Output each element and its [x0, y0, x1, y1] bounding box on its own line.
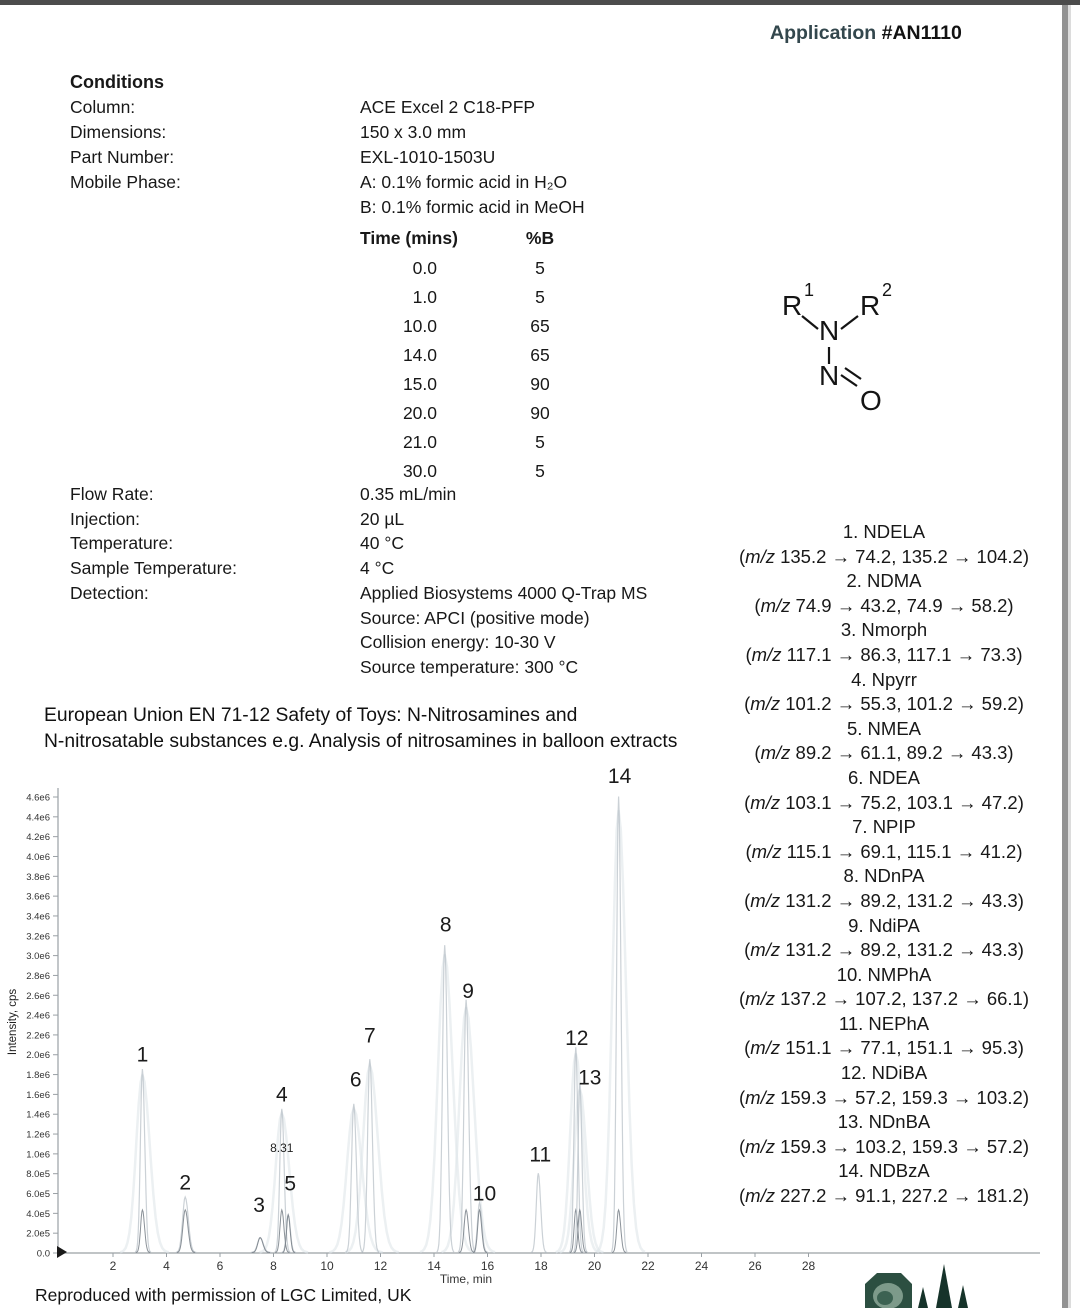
compound-entry — [714, 618, 1054, 667]
application-number-header — [770, 22, 1045, 45]
gradient-time-cell: 30.0 — [402, 461, 437, 481]
gradient-time-cell: 15.0 — [402, 374, 437, 394]
param-label-spacer — [70, 655, 360, 680]
param-label: Sample Temperature: — [70, 558, 237, 579]
svg-text:20: 20 — [587, 1259, 602, 1273]
compound-name: 9. NdiPA — [848, 914, 920, 936]
gradient-percent-b-cell: 5 — [535, 432, 545, 452]
condition-label: Dimensions: — [70, 122, 167, 142]
param-row-sample-temperature — [70, 556, 730, 581]
gradient-row — [357, 312, 587, 341]
application-label: Application — [770, 22, 882, 44]
condition-label: Mobile Phase: — [70, 172, 181, 192]
compound-mz-transitions: (m/z 89.2 → 61.1, 89.2 → 43.3) — [754, 742, 1014, 764]
svg-text:4.2e6: 4.2e6 — [26, 832, 50, 844]
svg-text:6.0e5: 6.0e5 — [26, 1189, 50, 1201]
peak-number-label: 7 — [363, 1024, 376, 1048]
study-title-line2: N-nitrosatable substances e.g. Analysis of nitrosamines in balloon extracts — [44, 730, 678, 752]
peak-number-label: 9 — [462, 980, 474, 1004]
condition-row-mobile-phase-b — [70, 195, 730, 220]
gradient-percent-b-cell: 65 — [530, 345, 550, 365]
compound-mz-transitions: (m/z 115.1 → 69.1, 115.1 → 41.2) — [745, 840, 1023, 862]
param-row-temperature — [70, 531, 730, 556]
gradient-percent-b-cell: 90 — [530, 403, 550, 423]
compound-name: 7. NPIP — [852, 816, 916, 838]
peak-number-label: 14 — [607, 765, 632, 788]
svg-text:3.4e6: 3.4e6 — [26, 911, 50, 923]
gradient-percent-b-cell: 65 — [530, 316, 550, 336]
param-row-collision-energy — [70, 630, 730, 655]
nitrosamine-structure-diagram — [768, 272, 938, 432]
compound-entry — [714, 520, 1054, 569]
compound-name: 13. NDnBA — [837, 1111, 931, 1133]
retention-time-annotation: 8.31 — [270, 1140, 294, 1155]
peak-number-label: 8 — [439, 913, 452, 937]
condition-label: Column: — [70, 97, 136, 117]
top-border-bar — [0, 0, 1080, 5]
svg-text:2.0e5: 2.0e5 — [26, 1228, 50, 1240]
peak-trace — [611, 797, 627, 1252]
gradient-table-rows — [357, 254, 587, 486]
compound-name: 8. NDnPA — [843, 865, 925, 887]
svg-text:8: 8 — [270, 1259, 277, 1273]
svg-text:1.0e6: 1.0e6 — [26, 1149, 50, 1161]
condition-value: ACE Excel 2 C18-PFP — [360, 97, 536, 117]
compound-name: 3. Nmorph — [840, 619, 928, 641]
study-title-line1: European Union EN 71-12 Safety of Toys: N-Nitrosamines and — [44, 705, 578, 726]
peak-number-label: 3 — [253, 1194, 265, 1218]
svg-text:26: 26 — [748, 1259, 762, 1273]
compound-name: 11. NEPhA — [838, 1012, 930, 1034]
peak-number-label: 12 — [565, 1026, 589, 1050]
gradient-percent-b-cell: 5 — [535, 461, 545, 481]
footer-credit: Reproduced with permission of LGC Limited, UK — [35, 1285, 412, 1305]
gradient-row — [357, 428, 587, 457]
peak-trace — [135, 1069, 151, 1252]
svg-text:12: 12 — [373, 1259, 388, 1273]
compound-mz-transitions: (m/z 137.2 → 107.2, 137.2 → 66.1) — [738, 988, 1030, 1010]
gradient-time-header: Time (mins) — [360, 228, 458, 248]
origin-arrow-icon — [57, 1246, 67, 1258]
svg-text:28: 28 — [801, 1259, 816, 1273]
compound-mz-transitions: (m/z 74.9 → 43.2, 74.9 → 58.2) — [754, 594, 1014, 616]
svg-text:16: 16 — [480, 1259, 495, 1273]
gradient-percent-b-cell: 5 — [535, 258, 545, 278]
param-row-source-temperature — [70, 655, 730, 680]
conditions-heading: Conditions — [70, 72, 164, 92]
gradient-row — [357, 254, 587, 283]
condition-row-mobile-phase — [70, 170, 730, 195]
gradient-row — [357, 370, 587, 399]
param-label: Injection: — [70, 508, 141, 529]
condition-row-column — [70, 95, 730, 120]
svg-text:8.0e5: 8.0e5 — [26, 1169, 50, 1181]
svg-text:3.6e6: 3.6e6 — [26, 891, 50, 903]
chromatogram-plot — [0, 750, 1080, 1308]
application-number: #AN1110 — [881, 22, 962, 44]
peak-number-label: 4 — [275, 1083, 288, 1107]
svg-text:3.0e6: 3.0e6 — [26, 951, 50, 963]
conditions-section — [70, 70, 730, 220]
gradient-row — [357, 341, 587, 370]
condition-value: B: 0.1% formic acid in MeOH — [360, 197, 585, 217]
param-label-spacer — [70, 630, 360, 655]
compound-name: 4. Npyrr — [851, 668, 917, 690]
param-value: 4 °C — [360, 558, 395, 579]
svg-text:24: 24 — [694, 1259, 709, 1273]
svg-text:1.2e6: 1.2e6 — [26, 1129, 50, 1141]
compound-mz-transitions: (m/z 103.1 → 75.2, 103.1 → 47.2) — [744, 791, 1024, 813]
structure-oxygen-atom: O — [860, 385, 882, 416]
method-parameters-section — [70, 482, 730, 680]
svg-text:4.6e6: 4.6e6 — [26, 792, 50, 804]
param-value: 20 µL — [360, 508, 405, 529]
param-value: 0.35 mL/min — [360, 484, 457, 504]
structure-r1-atom: R — [782, 290, 803, 321]
svg-text:10: 10 — [320, 1259, 334, 1273]
peak-trace — [531, 1173, 547, 1252]
param-value: Source temperature: 300 °C — [360, 656, 579, 677]
param-row-detection — [70, 581, 730, 606]
peak-number-label: 6 — [349, 1068, 362, 1092]
gradient-table-header — [357, 228, 587, 254]
vendor-logo-icon — [855, 1260, 990, 1308]
peak-trace — [362, 1059, 379, 1252]
y-axis-title: Intensity, cps — [7, 988, 19, 1056]
svg-text:2.6e6: 2.6e6 — [26, 990, 50, 1002]
gradient-time-cell: 1.0 — [412, 287, 437, 307]
svg-text:3.2e6: 3.2e6 — [26, 931, 50, 943]
svg-text:22: 22 — [641, 1259, 655, 1273]
peak-trace — [437, 945, 454, 1252]
compound-name: 12. NDiBA — [840, 1062, 928, 1084]
nitrosamine-structure-icon — [768, 272, 938, 432]
param-label-spacer — [70, 606, 360, 631]
structure-r2-superscript: 2 — [882, 280, 893, 300]
compound-name: 5. NMEA — [846, 717, 922, 739]
study-title — [44, 703, 744, 754]
compound-name: 6. NDEA — [848, 766, 920, 788]
param-value: 40 °C — [360, 533, 404, 554]
param-row-detection-source — [70, 606, 730, 631]
compound-name: 1. NDELA — [842, 521, 926, 542]
compound-mz-transitions: (m/z 159.3 → 103.2, 159.3 → 57.2) — [738, 1135, 1030, 1157]
peak-number-label: 1 — [136, 1043, 149, 1067]
vendor-logo — [855, 1260, 990, 1308]
gradient-percent-b-cell: 90 — [530, 374, 550, 394]
compound-mz-transitions: (m/z 117.1 → 86.3, 117.1 → 73.3) — [745, 643, 1023, 665]
svg-text:18: 18 — [534, 1259, 548, 1273]
svg-text:3.8e6: 3.8e6 — [26, 871, 50, 883]
param-label: Temperature: — [70, 533, 174, 554]
svg-text:2.0e6: 2.0e6 — [26, 1050, 50, 1062]
compound-mz-transitions: (m/z 131.2 → 89.2, 131.2 → 43.3) — [744, 939, 1024, 961]
peak-number-label: 10 — [472, 1182, 497, 1206]
gradient-percent-b-cell: 5 — [535, 287, 545, 307]
svg-text:1.8e6: 1.8e6 — [26, 1070, 50, 1082]
svg-text:2.2e6: 2.2e6 — [26, 1030, 50, 1042]
condition-value: EXL-1010-1503U — [360, 147, 496, 167]
gradient-time-cell: 21.0 — [402, 432, 437, 452]
compound-name: 2. NDMA — [846, 570, 922, 592]
svg-text:14: 14 — [427, 1259, 441, 1273]
gradient-percent-b-header: %B — [525, 228, 555, 248]
param-row-injection — [70, 507, 730, 532]
param-value: Collision energy: 10-30 V — [360, 632, 556, 653]
svg-text:4.0e6: 4.0e6 — [26, 851, 50, 863]
compound-mz-transitions: (m/z 135.2 → 74.2, 135.2 → 104.2) — [738, 545, 1030, 567]
compound-mz-transitions: (m/z 131.2 → 89.2, 131.2 → 43.3) — [744, 889, 1024, 911]
condition-label: Part Number: — [70, 147, 175, 167]
gradient-row — [357, 399, 587, 428]
svg-text:2.8e6: 2.8e6 — [26, 970, 50, 982]
compound-entry — [714, 668, 1054, 717]
structure-r1-superscript: 1 — [804, 280, 815, 300]
param-value: Source: APCI (positive mode) — [360, 607, 590, 628]
condition-row-dimensions — [70, 120, 730, 145]
peak-number-label: 5 — [284, 1172, 297, 1196]
structure-amine-nitrogen: N — [819, 315, 840, 346]
gradient-time-cell: 14.0 — [402, 345, 437, 365]
svg-text:4.0e5: 4.0e5 — [26, 1208, 50, 1220]
svg-text:2.4e6: 2.4e6 — [26, 1010, 50, 1022]
compound-name: 10. NMPhA — [836, 963, 932, 985]
gradient-time-cell: 20.0 — [402, 403, 437, 423]
compound-mz-transitions: (m/z 151.1 → 77.1, 151.1 → 95.3) — [744, 1037, 1024, 1059]
gradient-table — [357, 228, 587, 486]
svg-text:1.4e6: 1.4e6 — [26, 1109, 50, 1121]
param-row-flow-rate — [70, 482, 730, 507]
svg-text:1.6e6: 1.6e6 — [26, 1089, 50, 1101]
svg-text:4.4e6: 4.4e6 — [26, 812, 50, 824]
svg-text:6: 6 — [216, 1259, 224, 1273]
condition-label-spacer — [70, 195, 360, 220]
gradient-row — [357, 283, 587, 312]
condition-value: 150 x 3.0 mm — [360, 122, 467, 142]
svg-text:4: 4 — [163, 1259, 170, 1273]
compound-mz-transitions: (m/z 227.2 → 91.1, 227.2 → 181.2) — [738, 1185, 1030, 1207]
peak-trace — [176, 1197, 196, 1252]
param-label: Detection: — [70, 582, 149, 603]
svg-text:0.0: 0.0 — [36, 1248, 50, 1260]
gradient-time-cell: 0.0 — [412, 258, 437, 278]
svg-text:2: 2 — [109, 1259, 117, 1273]
gradient-time-cell: 10.0 — [402, 316, 437, 336]
peak-number-label: 2 — [179, 1171, 192, 1195]
compound-mz-transitions: (m/z 101.2 → 55.3, 101.2 → 59.2) — [744, 693, 1024, 715]
compound-entry — [714, 569, 1054, 618]
param-label: Flow Rate: — [70, 484, 154, 504]
peak-number-label: 11 — [529, 1143, 552, 1167]
condition-value: A: 0.1% formic acid in H₂O — [360, 172, 568, 192]
peak-number-label: 13 — [578, 1066, 602, 1090]
param-value: Applied Biosystems 4000 Q-Trap MS — [360, 582, 648, 603]
x-axis-title: Time, min — [439, 1272, 493, 1286]
condition-row-part-number — [70, 145, 730, 170]
compound-mz-transitions: (m/z 159.3 → 57.2, 159.3 → 103.2) — [738, 1086, 1030, 1108]
structure-nitroso-nitrogen: N — [819, 360, 840, 391]
compound-name: 14. NDBzA — [838, 1160, 930, 1182]
structure-r2-atom: R — [860, 290, 881, 321]
